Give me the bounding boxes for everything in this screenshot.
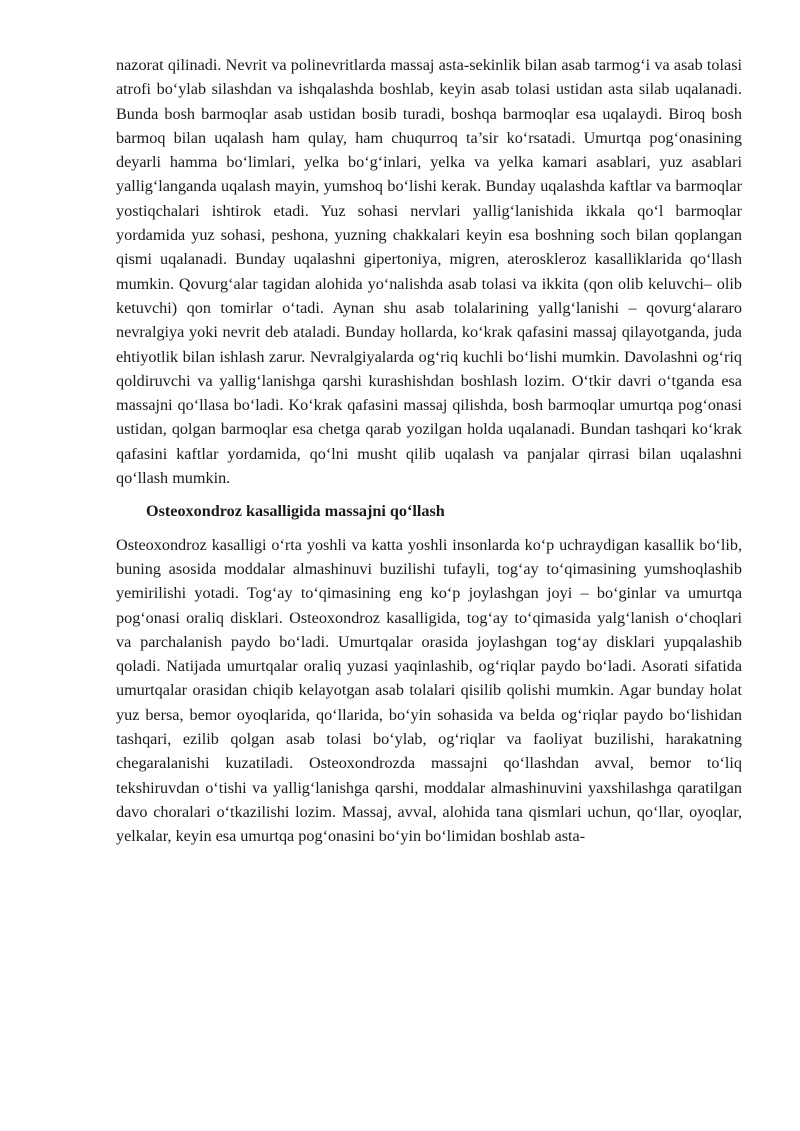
body-paragraph: Osteoxondroz kasalligi o‘rta yoshli va katta yoshli insonlarda ko‘p uchraydigan kasallik bo‘lib, buning asosida moddalar almashinuvi buzilishi tufayli, tog‘ay to‘qimasining yumshoqlashib yemirilishi yotadi. Tog‘ay to‘qimasining eng ko‘p joylashgan joyi – bo‘ginlar va umurtqa pog‘onasi oraliq disklari. Osteoxondroz kasalligida, tog‘ay to‘qimasida yalg‘lanish o‘choqlari va parchalanish paydo bo‘ladi. Umurtqalar orasida joylashgan tog‘ay disklari yupqalashib qoladi. Natijada umurtqalar oraliq yuzasi yaqinlashib, og‘riqlar paydo bo‘ladi. Asorati sifatida umurtqalar orasidan chiqib kelayotgan asab tolalari qisilib qolishi mumkin. Agar bunday holat yuz bersa, bemor oyoqlarida, qo‘llarida, bo‘yin sohasida va belda og‘riqlar paydo bo‘lishidan tashqari, ezilib qolgan asab tolasi bo‘ylab, og‘riqlar va faoliyat buzilishi, harakatning chegaralanishi kuzatiladi. Osteoxondrozda massajni qo‘llashdan avval, bemor to‘liq tekshiruvdan o‘tishi va yallig‘lanishga qarshi, moddalar almashinuvini yaxshilashga qaratilgan davo choralari o‘tkazilishi lozim. Massaj, avval, alohida tana qismlari uchun, qo‘llar, oyoqlar, yelkalar, keyin esa umurtqa pog‘onasini bo‘yin bo‘limidan boshlab asta- xyxy=(116,535,742,846)
body-paragraph: nazorat qilinadi. Nevrit va polinevritlarda massaj asta-sekinlik bilan asab tarmog‘i va asab tolasi atrofi bo‘ylab silashdan va ishqalashda boshlab, keyin asab tolasi ustidan asta silab uqalanadi. Bunda bosh barmoqlar asab ustidan bosib turadi, boshqa barmoqlar esa uqalaydi. Biroq bosh barmoq bilan uqalash ham qulay, ham chuqurroq ta’sir ko‘rsatadi. Umurtqa pog‘onasining deyarli hamma bo‘limlari, yelka bo‘g‘inlari, yelka va yelka kamari asablari, yuz asablari yallig‘langanda uqalash mayin, yumshoq bo‘lishi kerak. Bunday uqalashda kaftlar va barmoqlar yostiqchalari ishtirok etadi. Yuz sohasi nervlari yallig‘lanishida ikkala qo‘l barmoqlar yordamida yuz sohasi, peshona, yuzning chakkalari keyin esa boshning soch bilan qoplangan qismi uqalanadi. Bunday uqalashni gipertoniya, migren, ateroskleroz kasalliklarida qo‘llash mumkin. Qovurg‘alar tagidan alohida yo‘nalishda asab tolasi va ikkita (qon olib keluvchi– olib ketuvchi) qon tomirlar o‘tadi. Aynan shu asab tolalarining yallg‘lanishi – qovurg‘alararo nevralgiya yoki nevrit deb ataladi. Bunday hollarda, ko‘krak qafasini massaj qilayotganda, juda ehtiyotlik bilan ishlash zarur. Nevralgiyalarda og‘riq kuchli bo‘lishi mumkin. Davolashni og‘riq qoldiruvchi va yallig‘lanishga qarshi kurashishdan boshlash lozim. O‘tkir davri o‘tganda esa massajni qo‘llasa bo‘ladi. Ko‘krak qafasini massaj qilishda, bosh barmoqlar umurtqa pog‘onasi ustidan, qolgan barmoqlar esa chetga qarab yozilgan holda uqalanadi. Bundan tashqari ko‘krak qafasini kaftlar yordamida, qo‘lni musht qilib uqalash va panjalar qirrasi bilan uqalashni qo‘llash mumkin. xyxy=(116,56,742,488)
section-heading: Osteoxondroz kasalligida massajni qo‘llash xyxy=(146,502,445,521)
document-page xyxy=(116,53,742,849)
